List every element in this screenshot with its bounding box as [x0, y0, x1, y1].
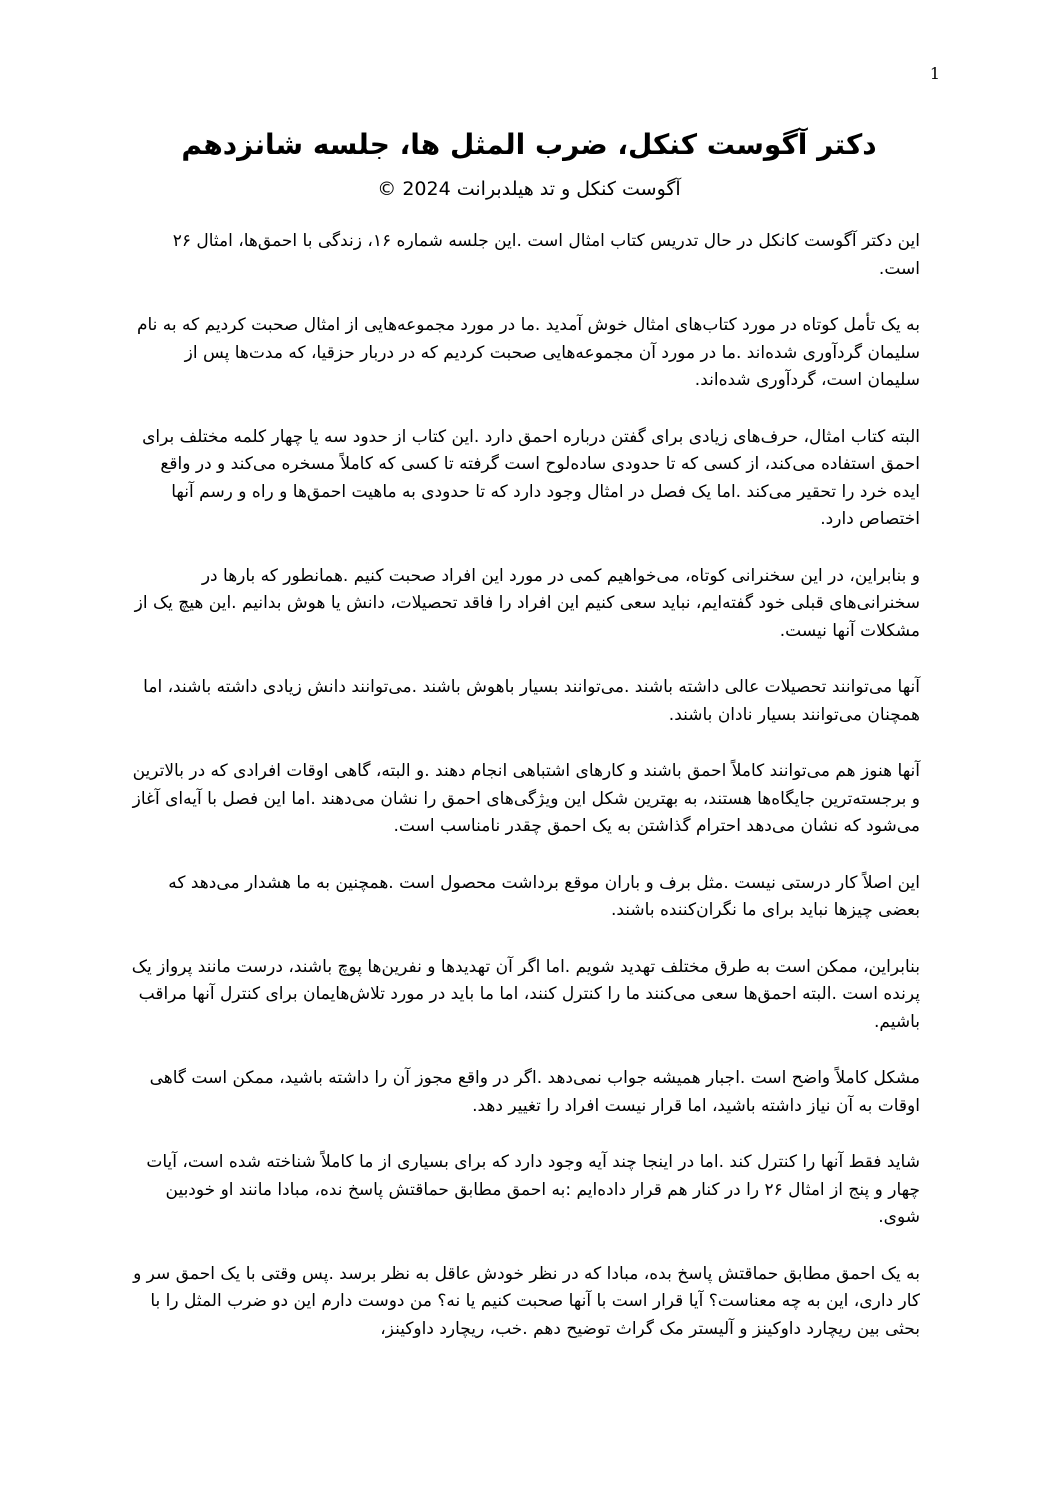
paragraph-2: به یک تأمل کوتاه در مورد کتاب‌های امثال خوش آمدید .ما در مورد مجموعه‌هایی از امثال صحبت کردیم که به نام سلیمان گردآوری شده‌اند .ما در مورد آن مجموعه‌هایی صحبت کردیم که در دربار حزقیا، که مدت‌ها پس از سلیمان است، گردآوری شده‌اند.: [136, 315, 920, 390]
paragraph-8: بنابراین، ممکن است به طرق مختلف تهدید شویم .اما اگر آن تهدیدها و نفرین‌ها پوچ باشند، درست مانند پرواز یک پرنده است .البته احمق‌ها سعی می‌کنند ما را کنترل کنند، اما ما باید در مورد تلاش‌هایمان برای کنترل آنها مراقب باشیم.: [131, 956, 920, 1032]
page-number: 1: [929, 64, 940, 83]
paragraph-11: به یک احمق مطابق حماقتش پاسخ بده، مبادا که در نظر خودش عاقل به نظر برسد .پس وقتی با یک احمق سر و کار داری، این به چه معناست؟ آیا قرار است با آنها صحبت کنیم یا نه؟ من دوست دارم این دو ضرب المثل را با بحثی بین ریچارد داوکینز و آلیستر مک گراث توضیح دهم .خب، ریچارد داوکینز،: [133, 1263, 920, 1339]
paragraph-5: آنها می‌توانند تحصیلات عالی داشته باشند .می‌توانند بسیار باهوش باشند .می‌توانند دانش زیادی داشته باشند، اما همچنان می‌توانند بسیار نادان باشند.: [143, 677, 920, 725]
paragraph-4: و بنابراین، در این سخنرانی کوتاه، می‌خواهیم کمی در مورد این افراد صحبت کنیم .همانطور که بارها در سخنرانی‌های قبلی خود گفته‌ایم، نباید سعی کنیم این افراد را فاقد تحصیلات، دانش یا هوش بدانیم .این هیچ یک از مشکلات آنها نیست.: [134, 565, 920, 641]
paragraph-9: مشکل کاملاً واضح است .اجبار همیشه جواب نمی‌دهد .اگر در واقع مجوز آن را داشته باشید، ممکن است گاهی اوقات به آن نیاز داشته باشید، اما قرار نیست افراد را تغییر دهد.: [149, 1068, 920, 1116]
paragraph-6: آنها هنوز هم می‌توانند کاملاً احمق باشند و کارهای اشتباهی انجام دهند .و البته، گاهی اوقات افرادی که در بالاترین و برجسته‌ترین جایگاه‌ها هستند، به بهترین شکل این ویژگی‌های احمق را نشان می‌دهند .اما این فصل با آیه‌ای آغاز می‌شود که نشان می‌دهد احترام گذاشتن به یک احمق چقدر نامناسب است.: [132, 761, 920, 836]
page-title: دکتر آگوست کنکل، ضرب المثل ها، جلسه شانزدهم: [181, 128, 877, 161]
paragraph-7: این اصلاً کار درستی نیست .مثل برف و باران موقع برداشت محصول است .همچنین به ما هشدار می‌دهد که بعضی چیزها نباید برای ما نگران‌کننده باشند.: [168, 872, 920, 920]
paragraph-10: شاید فقط آنها را کنترل کند .اما در اینجا چند آیه وجود دارد که برای بسیاری از ما کاملاً شناخته شده است، آیات چهار و پنج از امثال ۲۶ را در کنار هم قرار داده‌ایم :به احمق مطابق حماقتش پاسخ نده، مبادا مانند او خودبین شوی.: [146, 1152, 920, 1227]
page-subtitle: آگوست کنکل و تد هیلدبرانت 2024 ©: [377, 178, 681, 200]
paragraph-1: این دکتر آگوست کانکل در حال تدریس کتاب امثال است .این جلسه شماره ۱۶، زندگی با احمق‌ها، امثال ۲۶ است.: [172, 231, 920, 279]
paragraph-3: البته کتاب امثال، حرف‌های زیادی برای گفتن درباره احمق دارد .این کتاب از حدود سه یا چهار کلمه مختلف برای احمق استفاده می‌کند، از کسی که تا حدودی ساده‌لوح است گرفته تا کسی که کاملاً مسخره می‌کند و در واقع ایده خرد را تحقیر می‌کند .اما یک فصل در امثال وجود دارد که تا حدودی به ماهیت احمق‌ها و راه و رسم آنها اختصاص دارد.: [142, 426, 920, 529]
document-body: [128, 228, 920, 1372]
